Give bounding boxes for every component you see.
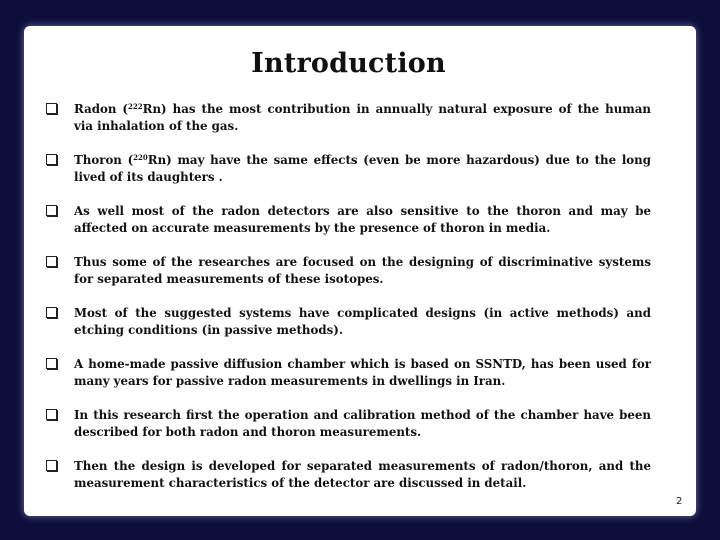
checkbox-bullet-icon: [46, 307, 57, 318]
page-number: 2: [676, 496, 683, 507]
bullet-text: Then the design is developed for separated measurements of radon/thoron, and the measurement characteristics of the detector are discussed in detail.: [74, 459, 651, 490]
bullet-text: A home-made passive diffusion chamber which is based on SSNTD, has been used for many years for passive radon measurements in dwellings in Iran.: [74, 357, 651, 388]
checkbox-bullet-icon: [46, 358, 57, 369]
bullet-text: Radon ($^{222}$Rn) has the most contribution in annually natural exposure of the human via inhalation of the gas.: [74, 102, 651, 133]
checkbox-bullet-icon: [46, 256, 57, 267]
isotope-superscript: 220: [133, 153, 148, 162]
bullet-text: Most of the suggested systems have complicated designs (in active methods) and etching conditions (in passive methods).: [74, 306, 651, 337]
checkbox-bullet-icon: [46, 205, 57, 216]
bullet-text: In this research first the operation and calibration method of the chamber have been described for both radon and thoron measurements.: [74, 408, 651, 439]
checkbox-bullet-icon: [46, 409, 57, 420]
isotope-superscript: 222: [128, 102, 143, 111]
bullet-text: As well most of the radon detectors are also sensitive to the thoron and may be affected on accurate measurements by the presence of thoron in media.: [74, 204, 651, 235]
slide-title: Introduction: [251, 48, 446, 79]
checkbox-bullet-icon: [46, 154, 57, 165]
checkbox-bullet-icon: [46, 460, 57, 471]
checkbox-bullet-icon: [46, 103, 57, 114]
bullet-text: Thus some of the researches are focused on the designing of discriminative systems for separated measurements of these isotopes.: [74, 255, 651, 286]
bullet-text: Thoron ($^{220}$Rn) may have the same effects (even be more hazardous) due to the long lived of its daughters .: [74, 153, 652, 184]
